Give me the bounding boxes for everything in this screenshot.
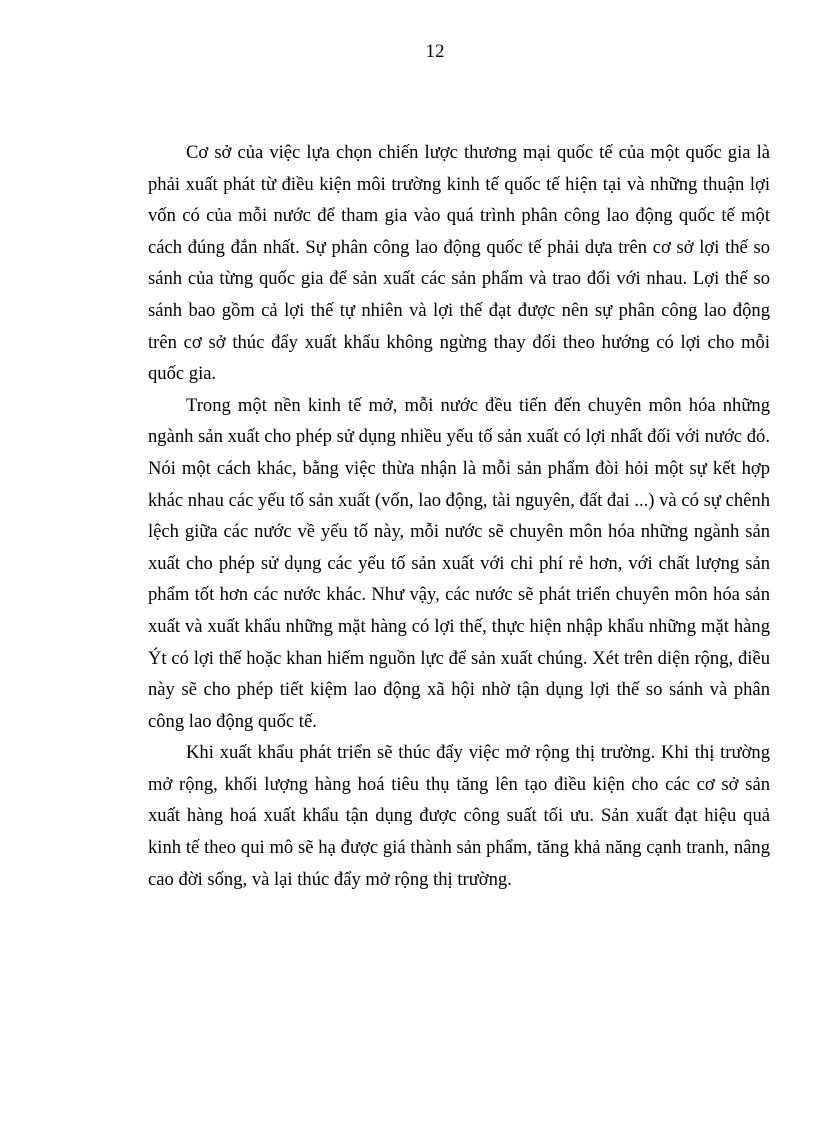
body-text [148,137,770,895]
paragraph-trade-strategy-basis: Cơ sở của việc lựa chọn chiến lược thương mại quốc tế của một quốc gia là phải xuất phát từ điều kiện môi trường kinh tế quốc tế hiện tại và những thuận lợi vốn có của mỗi nước để tham gia vào quá trình phân công lao động quốc tế một cách đúng đắn nhất. Sự phân công lao động quốc tế phải dựa trên cơ sở lợi thế so sánh của từng quốc gia để sản xuất các sản phẩm và trao đổi với nhau. Lợi thế so sánh bao gồm cả lợi thế tự nhiên và lợi thế đạt được nên sự phân công lao động trên cơ sở thúc đẩy xuất khẩu không ngừng thay đổi theo hướng có lợi cho mỗi quốc gia. [148,142,770,385]
page-number: 12 [425,41,445,62]
paragraph-market-expansion: Khi xuất khẩu phát triển sẽ thúc đẩy việc mở rộng thị trường. Khi thị trường mở rộng, khối lượng hàng hoá tiêu thụ tăng lên tạo điều kiện cho các cơ sở sản xuất hàng hoá xuất khẩu tận dụng được công suất tối ưu. Sản xuất đạt hiệu quả kinh tế theo qui mô sẽ hạ được giá thành sản phẩm, tăng khả năng cạnh tranh, nâng cao đời sống, và lại thúc đẩy mở rộng thị trường. [148,742,770,890]
paragraph-open-economy-specialization: Trong một nền kinh tế mở, mỗi nước đều tiến đến chuyên môn hóa những ngành sản xuất cho phép sử dụng nhiều yếu tố sản xuất có lợi nhất đối với nước đó. Nói một cách khác, bằng việc thừa nhận là mỗi sản phẩm đòi hỏi một sự kết hợp khác nhau các yếu tố sản xuất (vốn, lao động, tài nguyên, đất đai ...) và có sự chênh lệch giữa các nước về yếu tố này, mỗi nước sẽ chuyên môn hóa những ngành sản xuất cho phép sử dụng các yếu tố sản xuất với chi phí rẻ hơn, với chất lượng sản phẩm tốt hơn các nước khác. Như vậy, các nước sẽ phát triển chuyên môn hóa sản xuất và xuất khẩu những mặt hàng có lợi thế, thực hiện nhập khẩu những mặt hàng Ýt có lợi thế hoặc khan hiếm nguồn lực để sản xuất chúng. Xét trên diện rộng, điều này sẽ cho phép tiết kiệm lao động xã hội nhờ tận dụng lợi thế so sánh và phân công lao động quốc tế. [148,394,770,732]
